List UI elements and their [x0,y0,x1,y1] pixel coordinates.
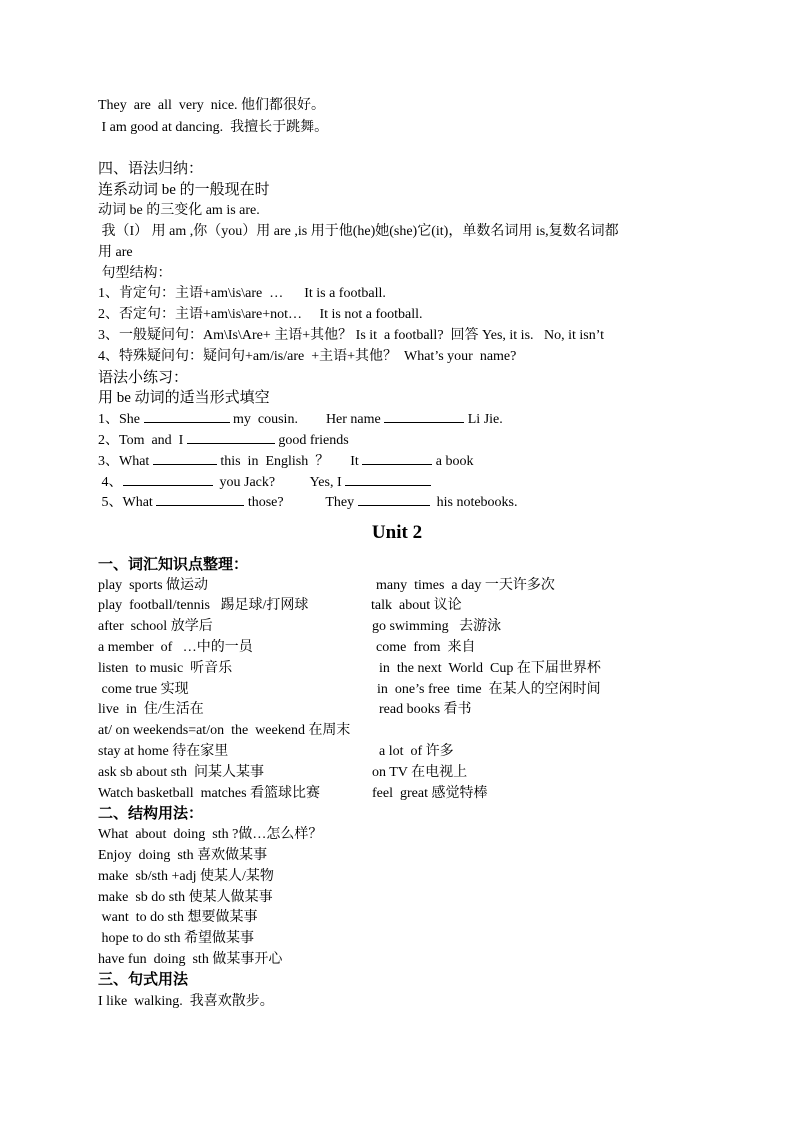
vocab-item-right: on TV 在电视上 [372,765,468,780]
structure-item: make sb/sth +adj 使某人/某物 [98,869,274,884]
grammar-line: 动词 be 的三变化 am is are. [98,203,260,218]
vocab-item-left: play football/tennis 踢足球/打网球 [98,598,309,613]
structure-item: make sb do sth 使某人做某事 [98,890,273,905]
answer-blank[interactable] [144,409,230,423]
grammar-heading: 四、语法归纳： [98,161,204,177]
grammar-line: 2、否定句：主语+am\is\are+not… It is not a football. [98,307,423,322]
question-text: 3、What [98,454,153,469]
vocab-item-right: a lot of 许多 [379,744,454,759]
sentence-good-at-dancing: I am good at dancing. 我擅长于跳舞。 [98,120,329,135]
question-text: good friends [274,433,349,448]
question-text: 5、What [98,495,157,510]
answer-blank[interactable] [362,451,432,465]
question-text: 1、She [98,412,144,427]
answer-blank[interactable] [123,472,213,486]
answer-blank[interactable] [153,451,217,465]
vocab-item-right: go swimming 去游泳 [372,619,502,634]
vocab-item-left: after school 放学后 [98,619,213,634]
question-text: 4、 [98,475,123,490]
practice-question [98,472,431,493]
vocab-item-right: feel great 感觉特棒 [372,786,488,801]
vocab-item-left: a member of …中的一员 [98,640,253,655]
vocab-item-left: listen to music 听音乐 [98,661,233,676]
answer-blank[interactable] [156,492,244,506]
vocab-item-right: come from 来自 [376,640,476,655]
answer-blank[interactable] [358,492,430,506]
unit-title: Unit 2 [371,522,423,543]
answer-blank[interactable] [345,472,431,486]
vocab-item-right: read books 看书 [379,702,472,717]
question-text: my cousin. Her name [229,412,385,427]
practice-question [98,409,503,430]
structure-item: What about doing sth ?做…怎么样？ [98,827,323,842]
grammar-line: 4、特殊疑问句：疑问句+am/is/are +主语+其他？ What’s your name? [98,349,517,364]
question-text: this in English ？ It [216,454,363,469]
structure-item: have fun doing sth 做某事开心 [98,952,283,967]
question-text: Li Jie. [464,412,503,427]
vocab-item-right: talk about 议论 [371,598,462,613]
sentence-they-are-nice: They are all very nice. 他们都很好。 [98,98,326,113]
answer-blank[interactable] [187,430,275,444]
vocab-item-left: play sports 做运动 [98,578,209,593]
vocab-item-right: many times a day 一天许多次 [376,578,555,593]
practice-instruction: 用 be 动词的适当形式填空 [98,390,270,406]
grammar-line: 连系动词 be 的一般现在时 [98,182,270,198]
practice-question [98,492,518,513]
structure-item: Enjoy doing sth 喜欢做某事 [98,848,268,863]
practice-heading: 语法小练习： [98,370,189,386]
question-text: you Jack? Yes, I [212,475,346,490]
practice-question [98,430,349,451]
sentence-heading: 三、句式用法 [98,972,189,988]
structure-item: hope to do sth 希望做某事 [98,931,254,946]
grammar-line: 句型结构： [98,266,172,281]
structure-item: want to do sth 想要做某事 [98,910,258,925]
grammar-line: 1、肯定句：主语+am\is\are … It is a football. [98,286,386,301]
question-text: a book [432,454,474,469]
grammar-line: 3、一般疑问句：Am\Is\Are+ 主语+其他？ Is it a football? 回答 Yes, it is. No, it isn’t [98,328,605,343]
answer-blank[interactable] [384,409,464,423]
vocab-item-left: at/ on weekends=at/on the weekend 在周末 [98,723,351,738]
vocab-item-left: live in 住/生活在 [98,702,204,717]
sentence-item: I like walking. 我喜欢散步。 [98,994,274,1009]
vocab-item-right: in one’s free time 在某人的空闲时间 [377,682,601,697]
structure-heading: 二、结构用法： [98,806,204,822]
vocab-item-left: stay at home 待在家里 [98,744,229,759]
vocab-heading: 一、词汇知识点整理： [98,557,249,573]
grammar-line: 用 are [98,245,133,260]
vocab-item-left: Watch basketball matches 看篮球比赛 [98,786,321,801]
question-text: 2、Tom and I [98,433,187,448]
vocab-item-left: come true 实现 [98,682,189,697]
practice-question [98,451,474,472]
grammar-line: 我（I） 用 am ,你（you）用 are ,is 用于他(he)她(she)它(it)，单数名词用 is,复数名词都 [98,224,619,239]
vocab-item-left: ask sb about sth 问某人某事 [98,765,265,780]
question-text: his notebooks. [429,495,518,510]
question-text: those? They [244,495,358,510]
vocab-item-right: in the next World Cup 在下届世界杯 [379,661,601,676]
